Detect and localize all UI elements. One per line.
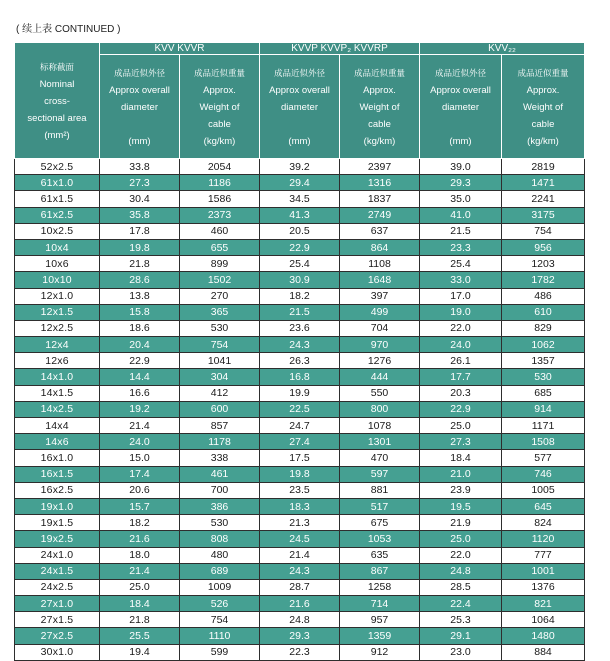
kvv-weight-cell: 270 (180, 288, 260, 304)
kvv22-diameter-cell: 22.0 (420, 547, 502, 563)
size-cell: 52x2.5 (15, 159, 100, 175)
size-cell: 14x4 (15, 418, 100, 434)
kvv22-weight-cell: 645 (502, 498, 585, 514)
cable-spec-table (14, 42, 585, 661)
size-cell: 14x1.5 (15, 385, 100, 401)
kvv22-diameter-cell: 21.5 (420, 223, 502, 239)
size-cell: 19x1.0 (15, 498, 100, 514)
table-row (15, 466, 585, 482)
kvvp-weight-cell: 1078 (340, 418, 420, 434)
kvv-diameter-cell: 33.8 (100, 159, 180, 175)
kvvp-weight-cell: 1648 (340, 272, 420, 288)
kvvp-diameter-cell: 24.3 (260, 563, 340, 579)
kvv22-weight-cell: 754 (502, 223, 585, 239)
kvv22-weight-cell: 1203 (502, 256, 585, 272)
kvv22-weight-cell: 824 (502, 515, 585, 531)
kvvp-weight-cell: 1276 (340, 353, 420, 369)
kvv-weight-cell: 304 (180, 369, 260, 385)
kvvp-weight-cell: 1258 (340, 579, 420, 595)
kvv-diameter-cell: 20.6 (100, 482, 180, 498)
kvv-diameter-cell: 24.0 (100, 434, 180, 450)
kvv22-weight-cell: 821 (502, 596, 585, 612)
kvv-weight-cell: 530 (180, 515, 260, 531)
kvv-weight-cell: 655 (180, 239, 260, 255)
size-cell: 10x10 (15, 272, 100, 288)
table-row (15, 563, 585, 579)
size-cell: 27x1.0 (15, 596, 100, 612)
size-cell: 24x2.5 (15, 579, 100, 595)
kvv22-weight-cell: 1376 (502, 579, 585, 595)
kvvp-diameter-cell: 21.3 (260, 515, 340, 531)
table-row (15, 353, 585, 369)
kvv22-diameter-cell: 17.0 (420, 288, 502, 304)
kvvp-diameter-cell: 18.2 (260, 288, 340, 304)
kvvp-weight-cell: 499 (340, 304, 420, 320)
kvv-diameter-cell: 13.8 (100, 288, 180, 304)
size-cell: 10x6 (15, 256, 100, 272)
kvvp-diameter-cell: 24.5 (260, 531, 340, 547)
kvv-weight-cell: 1502 (180, 272, 260, 288)
kvv22-diameter-cell: 23.9 (420, 482, 502, 498)
kvvp-weight-cell: 714 (340, 596, 420, 612)
kvvp-weight-cell: 881 (340, 482, 420, 498)
kvv22-weight-cell: 1120 (502, 531, 585, 547)
table-row (15, 337, 585, 353)
kvv22-diameter-cell: 29.1 (420, 628, 502, 644)
size-cell: 16x1.5 (15, 466, 100, 482)
kvv22-weight-cell: 1005 (502, 482, 585, 498)
kvv-diameter-cell: 15.8 (100, 304, 180, 320)
kvv-weight-cell: 2054 (180, 159, 260, 175)
kvv22-diameter-cell: 35.0 (420, 191, 502, 207)
kvvp-diameter-cell: 19.8 (260, 466, 340, 482)
kvvp-weight-cell: 517 (340, 498, 420, 514)
kvvp-weight-cell: 1108 (340, 256, 420, 272)
kvvp-diameter-cell: 34.5 (260, 191, 340, 207)
kvv22-weight-cell: 1782 (502, 272, 585, 288)
size-cell: 10x2.5 (15, 223, 100, 239)
table-row (15, 385, 585, 401)
kvv22-diameter-cell: 25.4 (420, 256, 502, 272)
kvv22-diameter-cell: 21.9 (420, 515, 502, 531)
table-row (15, 191, 585, 207)
size-cell: 16x2.5 (15, 482, 100, 498)
kvvp-diameter-cell: 22.3 (260, 644, 340, 660)
size-cell: 24x1.0 (15, 547, 100, 563)
kvv-weight-cell: 754 (180, 337, 260, 353)
table-row (15, 272, 585, 288)
size-cell: 14x1.0 (15, 369, 100, 385)
table-row (15, 612, 585, 628)
table-row (15, 256, 585, 272)
table-row (15, 596, 585, 612)
table-row (15, 644, 585, 660)
kvvp-weight-cell: 957 (340, 612, 420, 628)
kvv-diameter-cell: 20.4 (100, 337, 180, 353)
kvv22-weight-cell: 884 (502, 644, 585, 660)
table-row (15, 304, 585, 320)
kvvp-weight-cell: 397 (340, 288, 420, 304)
kvvp-weight-header: 成品近似重量 Approx. Weight of cable (kg/km) (340, 55, 420, 159)
kvv-weight-cell: 700 (180, 482, 260, 498)
kvv22-diameter-cell: 28.5 (420, 579, 502, 595)
size-cell: 12x1.5 (15, 304, 100, 320)
table-row (15, 434, 585, 450)
size-cell: 27x1.5 (15, 612, 100, 628)
kvv22-weight-header: 成品近似重量 Approx. Weight of cable (kg/km) (502, 55, 585, 159)
kvv-weight-cell: 1186 (180, 175, 260, 191)
kvvp-weight-cell: 864 (340, 239, 420, 255)
kvvp-weight-cell: 1316 (340, 175, 420, 191)
kvvp-weight-cell: 444 (340, 369, 420, 385)
kvv22-diameter-cell: 25.3 (420, 612, 502, 628)
kvv-weight-cell: 600 (180, 401, 260, 417)
table-body (15, 159, 585, 661)
kvv-weight-cell: 754 (180, 612, 260, 628)
kvv22-weight-cell: 1357 (502, 353, 585, 369)
kvv-diameter-cell: 19.8 (100, 239, 180, 255)
kvv-weight-cell: 1178 (180, 434, 260, 450)
table-row (15, 450, 585, 466)
kvvp-diameter-cell: 26.3 (260, 353, 340, 369)
kvv22-diameter-cell: 25.0 (420, 418, 502, 434)
kvv-weight-cell: 480 (180, 547, 260, 563)
kvvp-weight-cell: 597 (340, 466, 420, 482)
kvv22-diameter-cell: 19.5 (420, 498, 502, 514)
group-header-kvv22: KVV₂₂ (420, 43, 585, 55)
table-row (15, 401, 585, 417)
kvv-diameter-cell: 18.2 (100, 515, 180, 531)
kvvp-diameter-cell: 22.5 (260, 401, 340, 417)
group-header-kvvp: KVVP KVVP₂ KVVRP (260, 43, 420, 55)
continued-caption: ( 续上表 CONTINUED ) (16, 24, 121, 35)
kvv-weight-cell: 599 (180, 644, 260, 660)
kvv22-diameter-cell: 23.0 (420, 644, 502, 660)
table-row (15, 320, 585, 336)
size-cell: 61x1.0 (15, 175, 100, 191)
table-row (15, 418, 585, 434)
kvv-diameter-cell: 14.4 (100, 369, 180, 385)
table-row (15, 369, 585, 385)
kvvp-weight-cell: 635 (340, 547, 420, 563)
kvv22-diameter-cell: 33.0 (420, 272, 502, 288)
kvv-diameter-cell: 18.4 (100, 596, 180, 612)
kvv22-weight-cell: 1171 (502, 418, 585, 434)
kvv22-diameter-header: 成品近似外径 Approx overall diameter (mm) (420, 55, 502, 159)
kvvp-weight-cell: 1301 (340, 434, 420, 450)
kvvp-diameter-cell: 21.5 (260, 304, 340, 320)
kvv22-weight-cell: 530 (502, 369, 585, 385)
kvv22-diameter-cell: 22.0 (420, 320, 502, 336)
table-row (15, 482, 585, 498)
kvv-diameter-cell: 25.5 (100, 628, 180, 644)
kvv22-weight-cell: 956 (502, 239, 585, 255)
kvv22-weight-cell: 1064 (502, 612, 585, 628)
kvvp-diameter-cell: 22.9 (260, 239, 340, 255)
kvvp-diameter-cell: 23.5 (260, 482, 340, 498)
kvvp-diameter-cell: 24.3 (260, 337, 340, 353)
kvv22-diameter-cell: 21.0 (420, 466, 502, 482)
kvv22-diameter-cell: 22.4 (420, 596, 502, 612)
kvv-diameter-cell: 21.6 (100, 531, 180, 547)
size-cell: 14x6 (15, 434, 100, 450)
size-cell: 12x6 (15, 353, 100, 369)
kvv-diameter-header: 成品近似外径 Approx overall diameter (mm) (100, 55, 180, 159)
table-row (15, 531, 585, 547)
kvv22-diameter-cell: 24.8 (420, 563, 502, 579)
kvv22-weight-cell: 1001 (502, 563, 585, 579)
kvvp-weight-cell: 1359 (340, 628, 420, 644)
kvv22-weight-cell: 829 (502, 320, 585, 336)
kvv-weight-cell: 386 (180, 498, 260, 514)
kvvp-diameter-cell: 25.4 (260, 256, 340, 272)
kvvp-weight-cell: 637 (340, 223, 420, 239)
nominal-section-header: 标称截面 Nominal cross- sectional area (mm²) (15, 43, 100, 159)
kvv-diameter-cell: 15.0 (100, 450, 180, 466)
kvv-diameter-cell: 30.4 (100, 191, 180, 207)
kvv22-weight-cell: 577 (502, 450, 585, 466)
size-cell: 61x2.5 (15, 207, 100, 223)
kvv22-diameter-cell: 17.7 (420, 369, 502, 385)
size-cell: 27x2.5 (15, 628, 100, 644)
kvv22-diameter-cell: 19.0 (420, 304, 502, 320)
kvvp-weight-cell: 970 (340, 337, 420, 353)
kvvp-weight-cell: 675 (340, 515, 420, 531)
table-row (15, 207, 585, 223)
size-cell: 16x1.0 (15, 450, 100, 466)
kvv-weight-cell: 460 (180, 223, 260, 239)
kvvp-weight-cell: 1053 (340, 531, 420, 547)
table-row (15, 223, 585, 239)
kvvp-diameter-cell: 27.4 (260, 434, 340, 450)
kvv-weight-cell: 1041 (180, 353, 260, 369)
kvv-diameter-cell: 17.4 (100, 466, 180, 482)
kvv-diameter-cell: 25.0 (100, 579, 180, 595)
kvvp-weight-cell: 704 (340, 320, 420, 336)
kvv22-weight-cell: 2241 (502, 191, 585, 207)
kvvp-diameter-cell: 18.3 (260, 498, 340, 514)
size-cell: 12x1.0 (15, 288, 100, 304)
kvv-diameter-cell: 21.4 (100, 418, 180, 434)
size-cell: 14x2.5 (15, 401, 100, 417)
kvv-weight-cell: 689 (180, 563, 260, 579)
kvv22-diameter-cell: 26.1 (420, 353, 502, 369)
kvv-diameter-cell: 15.7 (100, 498, 180, 514)
kvv-weight-cell: 899 (180, 256, 260, 272)
table-row (15, 288, 585, 304)
kvvp-diameter-cell: 21.6 (260, 596, 340, 612)
kvvp-diameter-cell: 28.7 (260, 579, 340, 595)
kvv22-weight-cell: 1480 (502, 628, 585, 644)
kvv-weight-cell: 365 (180, 304, 260, 320)
size-cell: 10x4 (15, 239, 100, 255)
kvv22-weight-cell: 1062 (502, 337, 585, 353)
kvv-diameter-cell: 17.8 (100, 223, 180, 239)
kvv-diameter-cell: 21.8 (100, 256, 180, 272)
kvv22-diameter-cell: 18.4 (420, 450, 502, 466)
kvvp-diameter-cell: 24.8 (260, 612, 340, 628)
kvvp-diameter-cell: 23.6 (260, 320, 340, 336)
kvvp-weight-cell: 550 (340, 385, 420, 401)
sub-header-row (15, 55, 585, 159)
kvv-diameter-cell: 19.2 (100, 401, 180, 417)
kvv-diameter-cell: 28.6 (100, 272, 180, 288)
table-row (15, 175, 585, 191)
kvv22-diameter-cell: 23.3 (420, 239, 502, 255)
kvvp-diameter-cell: 21.4 (260, 547, 340, 563)
table-row (15, 239, 585, 255)
kvv22-weight-cell: 685 (502, 385, 585, 401)
kvv-weight-cell: 338 (180, 450, 260, 466)
table-row (15, 628, 585, 644)
size-cell: 19x2.5 (15, 531, 100, 547)
kvv22-diameter-cell: 20.3 (420, 385, 502, 401)
kvv22-weight-cell: 777 (502, 547, 585, 563)
kvvp-diameter-cell: 24.7 (260, 418, 340, 434)
kvv22-weight-cell: 914 (502, 401, 585, 417)
table-row (15, 579, 585, 595)
kvv-weight-cell: 530 (180, 320, 260, 336)
kvvp-weight-cell: 470 (340, 450, 420, 466)
kvv22-weight-cell: 2819 (502, 159, 585, 175)
size-cell: 30x1.0 (15, 644, 100, 660)
kvv-weight-cell: 412 (180, 385, 260, 401)
kvv22-weight-cell: 1471 (502, 175, 585, 191)
kvvp-weight-cell: 2397 (340, 159, 420, 175)
kvv-diameter-cell: 22.9 (100, 353, 180, 369)
kvvp-weight-cell: 1837 (340, 191, 420, 207)
kvvp-diameter-cell: 29.3 (260, 628, 340, 644)
table-row (15, 498, 585, 514)
size-cell: 12x2.5 (15, 320, 100, 336)
kvv22-diameter-cell: 29.3 (420, 175, 502, 191)
group-header-row (15, 43, 585, 55)
size-cell: 19x1.5 (15, 515, 100, 531)
kvv-weight-cell: 2373 (180, 207, 260, 223)
kvv-weight-cell: 857 (180, 418, 260, 434)
table-row (15, 547, 585, 563)
kvv-weight-cell: 1110 (180, 628, 260, 644)
kvv-diameter-cell: 18.0 (100, 547, 180, 563)
kvvp-diameter-cell: 29.4 (260, 175, 340, 191)
kvvp-weight-cell: 2749 (340, 207, 420, 223)
kvv-diameter-cell: 16.6 (100, 385, 180, 401)
kvv22-weight-cell: 486 (502, 288, 585, 304)
kvvp-weight-cell: 912 (340, 644, 420, 660)
kvv22-diameter-cell: 27.3 (420, 434, 502, 450)
kvvp-diameter-header: 成品近似外径 Approx overall diameter (mm) (260, 55, 340, 159)
table-row (15, 515, 585, 531)
kvv22-weight-cell: 610 (502, 304, 585, 320)
kvv-diameter-cell: 21.4 (100, 563, 180, 579)
kvvp-diameter-cell: 17.5 (260, 450, 340, 466)
kvvp-diameter-cell: 41.3 (260, 207, 340, 223)
kvv-diameter-cell: 35.8 (100, 207, 180, 223)
kvv22-weight-cell: 1508 (502, 434, 585, 450)
kvvp-weight-cell: 867 (340, 563, 420, 579)
kvvp-diameter-cell: 30.9 (260, 272, 340, 288)
kvv-diameter-cell: 18.6 (100, 320, 180, 336)
kvvp-diameter-cell: 20.5 (260, 223, 340, 239)
kvvp-weight-cell: 800 (340, 401, 420, 417)
kvv-weight-cell: 1009 (180, 579, 260, 595)
kvv-weight-cell: 461 (180, 466, 260, 482)
size-cell: 61x1.5 (15, 191, 100, 207)
kvv-weight-header: 成品近似重量 Approx. Weight of cable (kg/km) (180, 55, 260, 159)
kvv-diameter-cell: 27.3 (100, 175, 180, 191)
kvv22-diameter-cell: 41.0 (420, 207, 502, 223)
kvvp-diameter-cell: 16.8 (260, 369, 340, 385)
kvv22-weight-cell: 746 (502, 466, 585, 482)
kvv22-weight-cell: 3175 (502, 207, 585, 223)
table-row (15, 159, 585, 175)
kvv-weight-cell: 526 (180, 596, 260, 612)
kvv-weight-cell: 1586 (180, 191, 260, 207)
kvv22-diameter-cell: 22.9 (420, 401, 502, 417)
kvv-diameter-cell: 21.8 (100, 612, 180, 628)
kvvp-diameter-cell: 19.9 (260, 385, 340, 401)
size-cell: 24x1.5 (15, 563, 100, 579)
kvv22-diameter-cell: 39.0 (420, 159, 502, 175)
size-cell: 12x4 (15, 337, 100, 353)
kvv-weight-cell: 808 (180, 531, 260, 547)
kvvp-diameter-cell: 39.2 (260, 159, 340, 175)
group-header-kvv: KVV KVVR (100, 43, 260, 55)
kvv-diameter-cell: 19.4 (100, 644, 180, 660)
kvv22-diameter-cell: 24.0 (420, 337, 502, 353)
kvv22-diameter-cell: 25.0 (420, 531, 502, 547)
